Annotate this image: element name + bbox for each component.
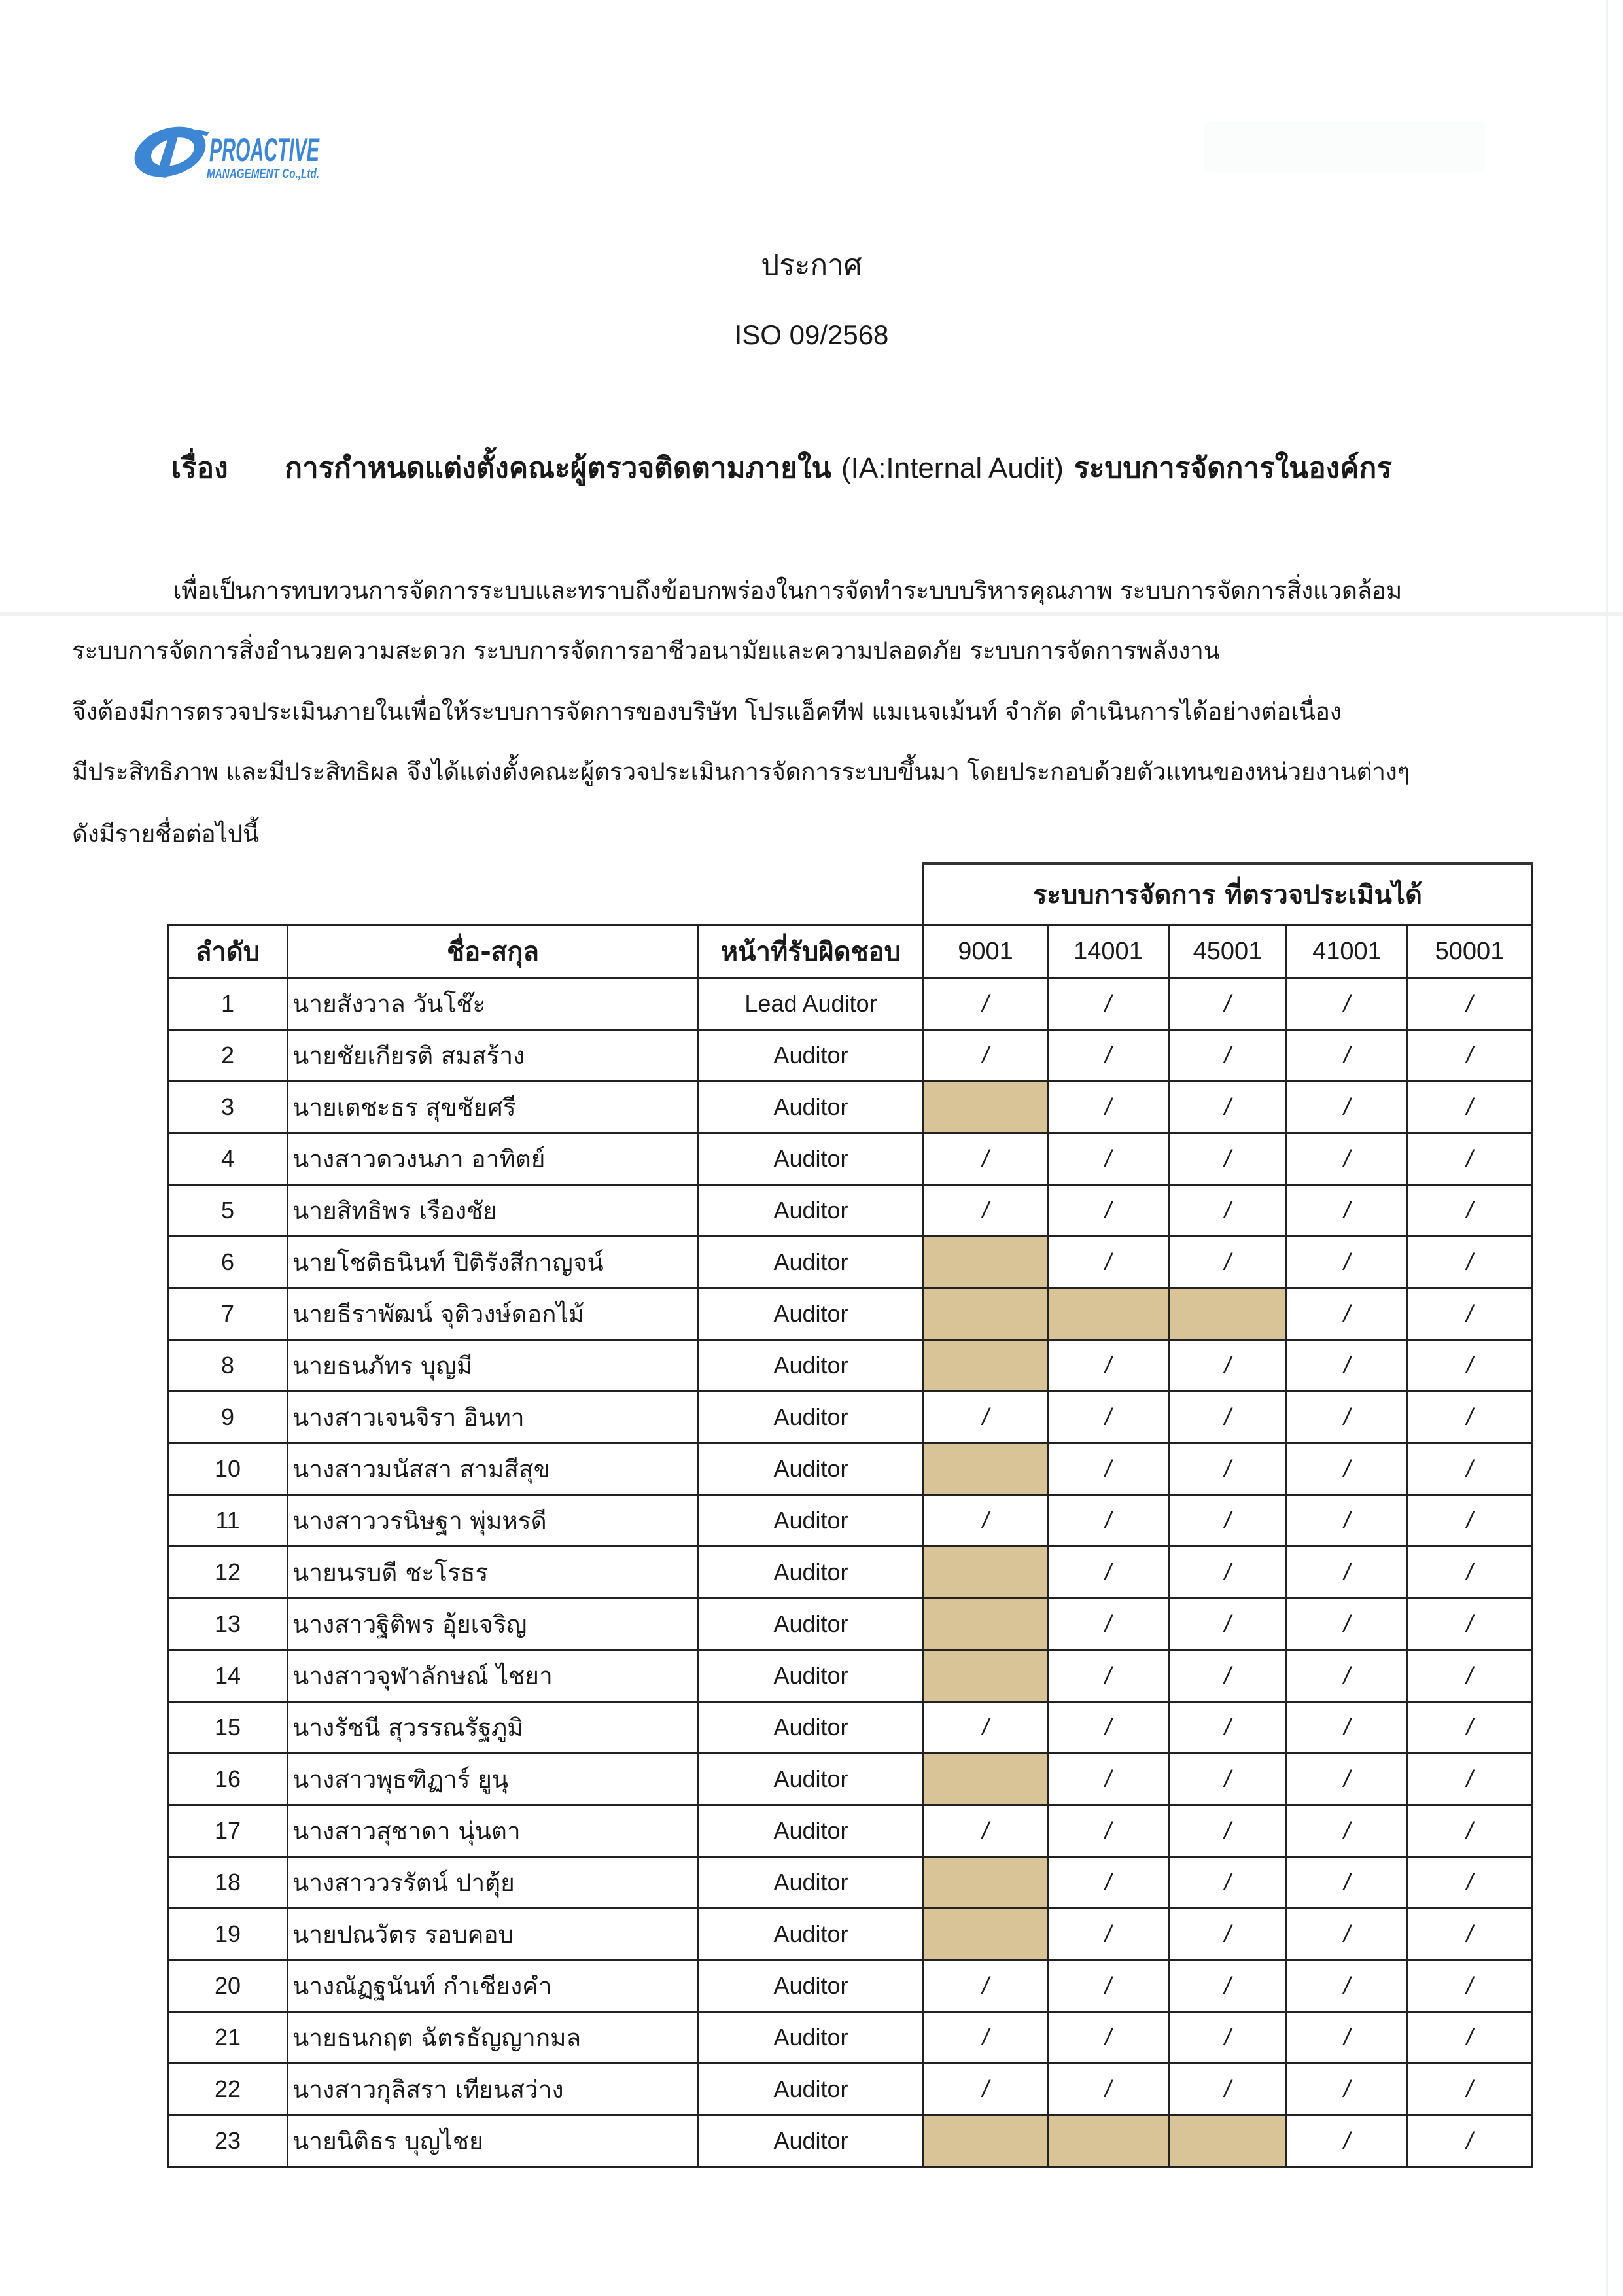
col-header-41001: 41001 <box>1287 925 1408 978</box>
auditor-name: นายนรบดี ชะโรธร <box>288 1547 699 1598</box>
mark-cell-9001: / <box>924 1030 1048 1082</box>
table-row <box>168 1082 1532 1133</box>
mark-cell-14001: / <box>1048 1754 1169 1805</box>
mark-cell-50001: / <box>1408 2064 1532 2115</box>
mark-cell-14001: / <box>1048 1392 1169 1443</box>
mark-cell-45001: / <box>1169 1030 1287 1082</box>
table-row <box>168 1857 1532 1909</box>
mark-cell-9001: / <box>924 1133 1048 1185</box>
table-row <box>168 1133 1532 1185</box>
col-header-9001: 9001 <box>924 925 1048 978</box>
mark-cell-41001: / <box>1287 1288 1408 1340</box>
mark-cell-41001: / <box>1287 1082 1408 1133</box>
mark-cell-9001: / <box>924 1702 1048 1754</box>
auditor-role: Auditor <box>699 2064 924 2115</box>
auditor-role: Auditor <box>699 1547 924 1598</box>
mark-cell-45001: / <box>1169 1392 1287 1443</box>
auditor-name: นายธีราพัฒน์ จุติวงษ์ดอกไม้ <box>288 1288 699 1340</box>
auditor-role: Auditor <box>699 1392 924 1443</box>
row-number: 1 <box>168 978 288 1030</box>
mark-cell-50001: / <box>1408 1598 1532 1650</box>
mark-cell-50001: / <box>1408 1702 1532 1754</box>
mark-cell-9001: / <box>924 2064 1048 2115</box>
mark-cell-9001: / <box>924 1495 1048 1547</box>
mark-cell-41001: / <box>1287 1443 1408 1495</box>
mark-cell-45001: / <box>1169 1443 1287 1495</box>
mark-cell-41001: / <box>1287 2064 1408 2115</box>
mark-cell-45001: / <box>1169 1960 1287 2012</box>
row-number: 17 <box>168 1805 288 1857</box>
auditor-role: Auditor <box>699 2115 924 2167</box>
row-number: 7 <box>168 1288 288 1340</box>
auditor-name: นางรัชนี สุวรรณรัฐภูมิ <box>288 1702 699 1754</box>
mark-cell-14001: / <box>1048 2012 1169 2064</box>
mark-cell-50001: / <box>1408 1185 1532 1237</box>
mark-cell-41001: / <box>1287 1805 1408 1857</box>
subject-label: เรื่อง <box>171 451 228 485</box>
row-number: 21 <box>168 2012 288 2064</box>
auditor-name: นางสาวสุชาดา นุ่นตา <box>288 1805 699 1857</box>
mark-cell-45001: / <box>1169 1805 1287 1857</box>
mark-cell-41001: / <box>1287 978 1408 1030</box>
col-header-14001: 14001 <box>1048 925 1169 978</box>
auditor-table <box>167 862 1533 2168</box>
mark-cell-14001: / <box>1048 1960 1169 2012</box>
mark-cell-41001: / <box>1287 1909 1408 1960</box>
mark-cell-14001: / <box>1048 1598 1169 1650</box>
header-spacer <box>168 864 924 925</box>
auditor-name: นายชัยเกียรติ สมสร้าง <box>288 1030 699 1082</box>
mark-cell-50001: / <box>1408 1340 1532 1392</box>
table-row <box>168 1650 1532 1702</box>
auditor-role: Auditor <box>699 1598 924 1650</box>
mark-cell-41001: / <box>1287 2012 1408 2064</box>
row-number: 3 <box>168 1082 288 1133</box>
mark-cell-50001: / <box>1408 1237 1532 1288</box>
auditor-name: นางสาวมนัสสา สามสีสุข <box>288 1443 699 1495</box>
table-row <box>168 1288 1532 1340</box>
table-row <box>168 1960 1532 2012</box>
shaded-cell-9001 <box>924 1598 1048 1650</box>
col-header-role: หน้าที่รับผิดชอบ <box>699 925 924 978</box>
shaded-cell-9001 <box>924 1547 1048 1598</box>
table-row <box>168 1495 1532 1547</box>
row-number: 23 <box>168 2115 288 2167</box>
shaded-cell-14001 <box>1048 2115 1169 2167</box>
table-row <box>168 1185 1532 1237</box>
subject-line <box>171 445 1392 491</box>
table-row <box>168 1547 1532 1598</box>
mark-cell-41001: / <box>1287 1030 1408 1082</box>
shaded-cell-45001 <box>1169 1288 1287 1340</box>
proactive-logo-icon <box>130 118 391 186</box>
col-header-name: ชื่อ-สกุล <box>288 925 699 978</box>
company-logo <box>130 118 391 186</box>
body-line: ระบบการจัดการสิ่งอำนวยความสะดวก ระบบการจัดการอาชีวอนามัยและความปลอดภัย ระบบการจัดการพลังงาน <box>72 637 1220 665</box>
shaded-cell-9001 <box>924 1650 1048 1702</box>
mark-cell-14001: / <box>1048 1237 1169 1288</box>
mark-cell-14001: / <box>1048 1340 1169 1392</box>
announcement-number: ISO 09/2568 <box>734 319 889 350</box>
mark-cell-14001: / <box>1048 1030 1169 1082</box>
body-line: ดังมีรายชื่อต่อไปนี้ <box>72 820 259 848</box>
col-header-no: ลำดับ <box>168 925 288 978</box>
mark-cell-9001: / <box>924 1960 1048 2012</box>
auditor-role: Auditor <box>699 1443 924 1495</box>
table-row <box>168 1598 1532 1650</box>
subject-text-en: (IA:Internal Audit) <box>841 452 1064 484</box>
mark-cell-9001: / <box>924 978 1048 1030</box>
shaded-cell-9001 <box>924 2115 1048 2167</box>
shaded-cell-9001 <box>924 1082 1048 1133</box>
table-row <box>168 1340 1532 1392</box>
mark-cell-50001: / <box>1408 1650 1532 1702</box>
mark-cell-41001: / <box>1287 1133 1408 1185</box>
mark-cell-14001: / <box>1048 1702 1169 1754</box>
auditor-role: Auditor <box>699 1650 924 1702</box>
mark-cell-41001: / <box>1287 1754 1408 1805</box>
mark-cell-41001: / <box>1287 1392 1408 1443</box>
auditor-name: นายสังวาล วันโช๊ะ <box>288 978 699 1030</box>
row-number: 18 <box>168 1857 288 1909</box>
auditor-role: Auditor <box>699 1754 924 1805</box>
col-header-45001: 45001 <box>1169 925 1287 978</box>
row-number: 9 <box>168 1392 288 1443</box>
auditor-name: นายนิติธร บุญไชย <box>288 2115 699 2167</box>
table-row <box>168 2064 1532 2115</box>
mark-cell-50001: / <box>1408 1030 1532 1082</box>
mark-cell-45001: / <box>1169 1598 1287 1650</box>
body-line: จึงต้องมีการตรวจประเมินภายในเพื่อให้ระบบการจัดการของบริษัท โปรแอ็คทีฟ แมเนจเม้นท์ จำกัด ดำเนินการได้อย่างต่อเนื่อง <box>72 698 1342 726</box>
row-number: 13 <box>168 1598 288 1650</box>
auditor-role: Lead Auditor <box>699 978 924 1030</box>
row-number: 22 <box>168 2064 288 2115</box>
row-number: 2 <box>168 1030 288 1082</box>
mark-cell-45001: / <box>1169 1650 1287 1702</box>
mark-cell-50001: / <box>1408 1909 1532 1960</box>
mark-cell-50001: / <box>1408 1805 1532 1857</box>
auditor-role: Auditor <box>699 1702 924 1754</box>
auditor-role: Auditor <box>699 1909 924 1960</box>
mark-cell-41001: / <box>1287 1857 1408 1909</box>
auditor-name: นายสิทธิพร เรืองชัย <box>288 1185 699 1237</box>
mark-cell-45001: / <box>1169 1185 1287 1237</box>
mark-cell-9001: / <box>924 1392 1048 1443</box>
auditor-name: นางณัฏฐนันท์ กำเชียงคำ <box>288 1960 699 2012</box>
row-number: 16 <box>168 1754 288 1805</box>
mark-cell-45001: / <box>1169 1909 1287 1960</box>
auditor-name: นายธนกฤต ฉัตรธัญญากมล <box>288 2012 699 2064</box>
shaded-cell-9001 <box>924 1909 1048 1960</box>
svg-text:MANAGEMENT Co.,Ltd.: MANAGEMENT Co.,Ltd. <box>207 167 319 181</box>
auditor-role: Auditor <box>699 1495 924 1547</box>
mark-cell-50001: / <box>1408 2012 1532 2064</box>
subject-text-thai-2: ระบบการจัดการในองค์กร <box>1073 451 1392 485</box>
mark-cell-14001: / <box>1048 1805 1169 1857</box>
mark-cell-14001: / <box>1048 1495 1169 1547</box>
mark-cell-14001: / <box>1048 1082 1169 1133</box>
row-number: 20 <box>168 1960 288 2012</box>
row-number: 15 <box>168 1702 288 1754</box>
mark-cell-14001: / <box>1048 1547 1169 1598</box>
mark-cell-45001: / <box>1169 1857 1287 1909</box>
mark-cell-14001: / <box>1048 1185 1169 1237</box>
shaded-cell-9001 <box>924 1340 1048 1392</box>
auditor-role: Auditor <box>699 1340 924 1392</box>
body-line: เพื่อเป็นการทบทวนการจัดการระบบและทราบถึงข้อบกพร่องในการจัดทำระบบบริหารคุณภาพ ระบบการจัดการสิ่งแวดล้อม <box>173 576 1403 605</box>
auditor-role: Auditor <box>699 2012 924 2064</box>
mark-cell-50001: / <box>1408 1960 1532 2012</box>
shaded-cell-9001 <box>924 1288 1048 1340</box>
mark-cell-45001: / <box>1169 2012 1287 2064</box>
mark-cell-14001: / <box>1048 1909 1169 1960</box>
mark-cell-41001: / <box>1287 1237 1408 1288</box>
row-number: 12 <box>168 1547 288 1598</box>
mark-cell-45001: / <box>1169 1754 1287 1805</box>
mark-cell-9001: / <box>924 1185 1048 1237</box>
mark-cell-41001: / <box>1287 1185 1408 1237</box>
mark-cell-50001: / <box>1408 1547 1532 1598</box>
row-number: 11 <box>168 1495 288 1547</box>
auditor-name: นางสาวเจนจิรา อินทา <box>288 1392 699 1443</box>
mark-cell-50001: / <box>1408 1495 1532 1547</box>
auditor-name: นางสาววรรัตน์ ปาตุ้ย <box>288 1857 699 1909</box>
subject-text-thai: การกำหนดแต่งตั้งคณะผู้ตรวจติดตามภายใน <box>285 451 831 485</box>
auditor-name: นายธนภัทร บุญมี <box>288 1340 699 1392</box>
table-row <box>168 1805 1532 1857</box>
row-number: 10 <box>168 1443 288 1495</box>
mark-cell-41001: / <box>1287 1547 1408 1598</box>
table-row <box>168 1702 1532 1754</box>
mark-cell-41001: / <box>1287 1340 1408 1392</box>
mark-cell-14001: / <box>1048 2064 1169 2115</box>
mark-cell-41001: / <box>1287 1598 1408 1650</box>
shaded-cell-14001 <box>1048 1288 1169 1340</box>
mark-cell-50001: / <box>1408 1288 1532 1340</box>
auditor-name: นายเตชะธร สุขชัยศรี <box>288 1082 699 1133</box>
mark-cell-50001: / <box>1408 1082 1532 1133</box>
auditor-role: Auditor <box>699 1082 924 1133</box>
table-row <box>168 1909 1532 1960</box>
mark-cell-45001: / <box>1169 1237 1287 1288</box>
row-number: 6 <box>168 1237 288 1288</box>
shaded-cell-9001 <box>924 1443 1048 1495</box>
auditor-role: Auditor <box>699 1288 924 1340</box>
mark-cell-14001: / <box>1048 1650 1169 1702</box>
table-row <box>168 1754 1532 1805</box>
auditor-name: นางสาวพุธฑิฏาร์ ยูนุ <box>288 1754 699 1805</box>
mark-cell-41001: / <box>1287 1650 1408 1702</box>
auditor-role: Auditor <box>699 1857 924 1909</box>
body-line: มีประสิทธิภาพ และมีประสิทธิผล จึงได้แต่งตั้งคณะผู้ตรวจประเมินการจัดการระบบขึ้นมา โดยประกอบด้วยตัวแทนของหน่วยงานต่างๆ <box>72 758 1410 786</box>
auditor-name: นางสาวดวงนภา อาทิตย์ <box>288 1133 699 1185</box>
auditor-name: นางสาวจุฬาลักษณ์ ไชยา <box>288 1650 699 1702</box>
shaded-cell-9001 <box>924 1237 1048 1288</box>
mark-cell-14001: / <box>1048 1443 1169 1495</box>
auditor-role: Auditor <box>699 1960 924 2012</box>
auditor-role: Auditor <box>699 1030 924 1082</box>
mark-cell-50001: / <box>1408 1754 1532 1805</box>
auditor-role: Auditor <box>699 1185 924 1237</box>
mark-cell-41001: / <box>1287 2115 1408 2167</box>
auditor-role: Auditor <box>699 1805 924 1857</box>
mark-cell-9001: / <box>924 2012 1048 2064</box>
announcement-heading: ประกาศ <box>761 249 862 282</box>
mark-cell-45001: / <box>1169 1133 1287 1185</box>
row-number: 8 <box>168 1340 288 1392</box>
group-header-systems: ระบบการจัดการ ที่ตรวจประเมินได้ <box>924 864 1532 925</box>
mark-cell-41001: / <box>1287 1960 1408 2012</box>
auditor-name: นางสาวฐิติพร อุ้ยเจริญ <box>288 1598 699 1650</box>
auditor-name: นายโชติธนินท์ ปิติรังสีกาญจน์ <box>288 1237 699 1288</box>
mark-cell-50001: / <box>1408 978 1532 1030</box>
mark-cell-41001: / <box>1287 1495 1408 1547</box>
table-row <box>168 1237 1532 1288</box>
table-row <box>168 2115 1532 2167</box>
auditor-name: นายปณวัตร รอบคอบ <box>288 1909 699 1960</box>
mark-cell-14001: / <box>1048 978 1169 1030</box>
mark-cell-41001: / <box>1287 1702 1408 1754</box>
table-row <box>168 1392 1532 1443</box>
shaded-cell-9001 <box>924 1857 1048 1909</box>
mark-cell-45001: / <box>1169 1547 1287 1598</box>
mark-cell-45001: / <box>1169 1495 1287 1547</box>
mark-cell-45001: / <box>1169 978 1287 1030</box>
shaded-cell-45001 <box>1169 2115 1287 2167</box>
mark-cell-50001: / <box>1408 1392 1532 1443</box>
mark-cell-45001: / <box>1169 1340 1287 1392</box>
shaded-cell-9001 <box>924 1754 1048 1805</box>
col-header-50001: 50001 <box>1408 925 1532 978</box>
table-row <box>168 2012 1532 2064</box>
mark-cell-50001: / <box>1408 1443 1532 1495</box>
scan-artifact-band <box>0 612 1623 616</box>
mark-cell-50001: / <box>1408 1133 1532 1185</box>
mark-cell-14001: / <box>1048 1857 1169 1909</box>
row-number: 5 <box>168 1185 288 1237</box>
mark-cell-50001: / <box>1408 1857 1532 1909</box>
mark-cell-45001: / <box>1169 2064 1287 2115</box>
mark-cell-45001: / <box>1169 1702 1287 1754</box>
mark-cell-9001: / <box>924 1805 1048 1857</box>
svg-text:PROACTIVE: PROACTIVE <box>209 132 320 168</box>
auditor-name: นางสาววรนิษฐา พุ่มหรดี <box>288 1495 699 1547</box>
row-number: 4 <box>168 1133 288 1185</box>
mark-cell-50001: / <box>1408 2115 1532 2167</box>
table-row <box>168 1443 1532 1495</box>
auditor-name: นางสาวกุลิสรา เทียนสว่าง <box>288 2064 699 2115</box>
auditor-role: Auditor <box>699 1133 924 1185</box>
row-number: 19 <box>168 1909 288 1960</box>
row-number: 14 <box>168 1650 288 1702</box>
faint-watermark <box>1204 121 1485 173</box>
table-row <box>168 1030 1532 1082</box>
table-row <box>168 978 1532 1030</box>
mark-cell-45001: / <box>1169 1082 1287 1133</box>
mark-cell-14001: / <box>1048 1133 1169 1185</box>
auditor-role: Auditor <box>699 1237 924 1288</box>
